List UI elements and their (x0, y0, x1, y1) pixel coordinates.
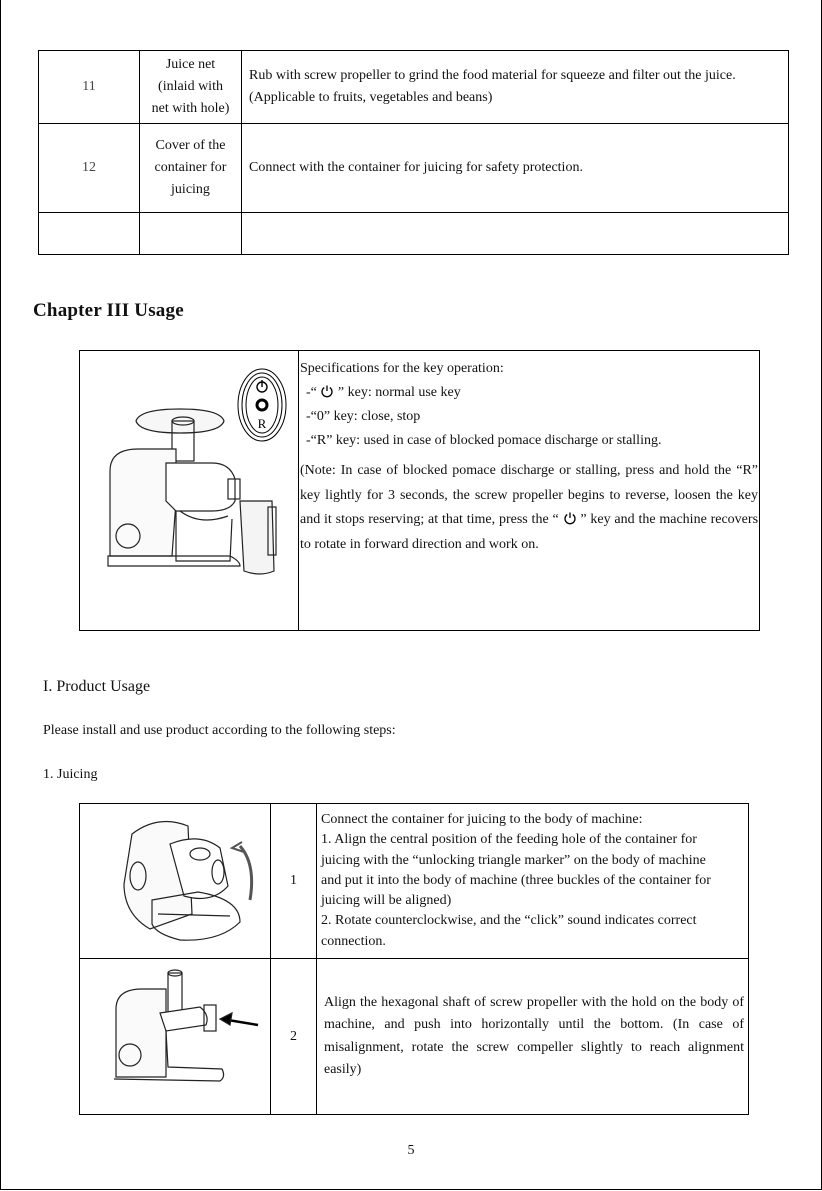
key-spec-text (300, 357, 758, 557)
step-text-line: juicing will be aligned) (321, 893, 452, 909)
step-text (317, 804, 749, 959)
step-text-line: connection. (321, 933, 386, 949)
power-icon (320, 384, 334, 398)
part-name-line: net with hole) (151, 101, 230, 116)
part-desc-line: (Applicable to fruits, vegetables and beans) (249, 90, 493, 105)
key-spec-box (79, 350, 760, 631)
parts-table (38, 50, 789, 255)
part-name-line: juicing (171, 182, 210, 197)
part-number: 12 (39, 124, 140, 213)
step-text-line: and put it into the body of machine (three buckles of the container for (321, 872, 711, 888)
step-text-line: 2. Rotate counterclockwise, and the “click” sound indicates correct (321, 913, 697, 929)
part-number: 11 (39, 51, 140, 124)
part-desc-line: Rub with screw propeller to grind the food material for squeeze and filter out the juice. (249, 68, 736, 83)
table-row (39, 51, 789, 124)
step-text-line: Connect the container for juicing to the body of machine: (321, 811, 643, 827)
chapter-title: Chapter III Usage (33, 300, 184, 321)
zero-key-spec: -“0” key: close, stop (306, 409, 421, 424)
section-title: I. Product Usage (43, 678, 151, 695)
part-description (242, 51, 789, 124)
juicer-drawing (108, 409, 276, 574)
juicer-illustration (80, 351, 298, 630)
step-number: 1 (271, 804, 317, 959)
table-row (39, 124, 789, 213)
juicer-illustration-cell (80, 351, 299, 630)
part-name-line: container for (154, 160, 227, 175)
part-name-line: Cover of the (155, 138, 226, 153)
part-name (140, 124, 242, 213)
step-2-illustration (80, 959, 270, 1114)
key-spec-note: (Note: In case of blocked pomace discharge or stalling, press and hold the “R” key lightly for 3 seconds, the screw propeller begins to reverse, loosen the key and it stops reserving; at that time, press the “ ” key and the machine recovers to rotate in forward direction and work on. (300, 463, 759, 552)
step-image-cell (80, 804, 271, 959)
step-1-illustration (80, 804, 270, 958)
control-panel-icon (238, 369, 286, 441)
power-icon (563, 511, 577, 525)
table-row-empty (39, 213, 789, 255)
step-number: 2 (271, 959, 317, 1115)
page-number: 5 (407, 1143, 415, 1158)
r-key-label: R (257, 416, 267, 431)
part-desc-line: Connect with the container for juicing for safety protection. (249, 160, 583, 175)
steps-table (79, 803, 749, 1115)
step-text: Align the hexagonal shaft of screw propeller with the hold on the body of machine, and push into horizontally until the bottom. (In case of misalignment, rotate the screw compeller slightly to reach alignment easily) (317, 959, 749, 1115)
part-name (140, 51, 242, 124)
power-key-spec: -“ ” key: normal use key (306, 385, 461, 400)
step-text-line: juicing with the “unlocking triangle marker” on the body of machine (321, 852, 706, 868)
step-row (80, 804, 749, 959)
part-description (242, 124, 789, 213)
section-intro: Please install and use product according to the following steps: (43, 723, 396, 738)
subsection-title: 1. Juicing (43, 767, 98, 782)
step-text-line: 1. Align the central position of the feeding hole of the container for (321, 832, 697, 848)
key-spec-heading: Specifications for the key operation: (300, 361, 504, 376)
step-image-cell (80, 959, 271, 1115)
step-row (80, 959, 749, 1115)
part-name-line: (inlaid with (158, 79, 223, 94)
part-name-line: Juice net (165, 57, 216, 72)
r-key-spec: -“R” key: used in case of blocked pomace discharge or stalling. (306, 433, 662, 448)
